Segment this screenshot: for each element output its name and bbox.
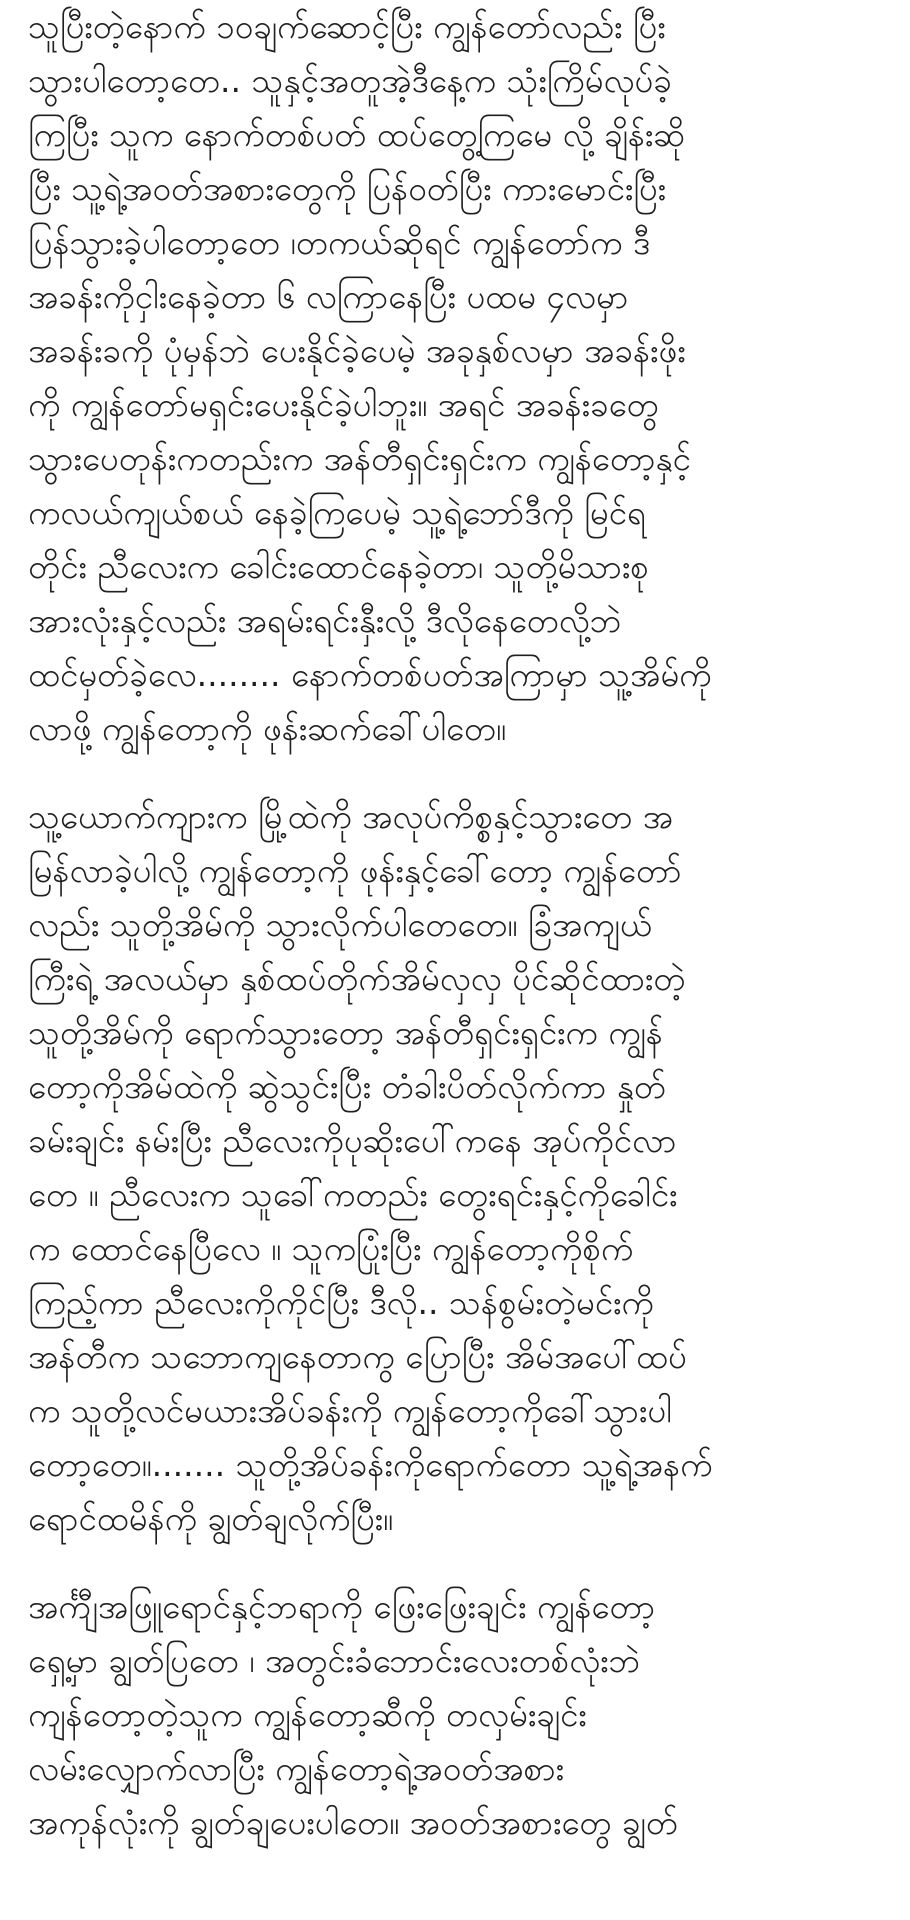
text-line: အန်တီက သဘောကျနေတာကွ ပြောပြီး အိမ်အပေါ်ထပ် xyxy=(28,1337,687,1376)
text-line: လာဖို့ ကျွန်တော့ကို ဖုန်းဆက်ခေါ်ပါတေ။ xyxy=(28,709,506,748)
text-line: ခမ်းချင်း နမ်းပြီး ညီလေးကိုပုဆိုးပေါ်ကနေ အုပ်ကိုင်လာ xyxy=(28,1121,677,1160)
text-line: မြန်လာခဲ့ပါလို့ ကျွန်တော့ကို ဖုန်းနှင့်ခေါ်တော့ ကျွန်တော် xyxy=(28,851,682,890)
text-line: သွားပေတုန်းကတည်းက အန်တီရှင်းရှင်းက ကျွန်တော့နှင့် xyxy=(28,439,691,478)
text-line: သူပြီးတဲ့နောက် ၁၀ချက်ဆောင့်ပြီး ကျွန်တော်လည်း ပြီး xyxy=(28,7,666,46)
text-line: အင်္ကျီအဖြူရောင်နှင့်ဘရာကို ဖြေးဖြေးချင်း ကျွန်တော့ xyxy=(28,1587,656,1626)
text-line: ကို ကျွန်တော်မရှင်းပေးနိုင်ခဲ့ပါဘူး။ အရင် အခန်းခတွေ xyxy=(28,385,659,424)
text-line: သူ့ယောက်ကျားက မြို့ထဲကို အလုပ်ကိစ္စနှင့်သွားတေ အ xyxy=(28,797,674,836)
text-line: သူတို့အိမ်ကို ရောက်သွားတော့ အန်တီရှင်းရှင်းက ကျွန် xyxy=(28,1013,663,1052)
text-line: အခန်းကိုငှါးနေခဲ့တာ ၆ လကြာနေပြီး ပထမ ၄လမှာ xyxy=(28,277,629,316)
text-line: က သူတို့လင်မယားအိပ်ခန်းကို ကျွန်တော့ကိုခေါ်သွားပါ xyxy=(28,1391,672,1430)
paragraph-3 xyxy=(28,1580,898,1850)
text-line: လည်း သူတို့အိမ်ကို သွားလိုက်ပါတေတေ။ ခြံအကျယ် xyxy=(28,905,652,944)
text-line: ပြန်သွားခဲ့ပါတော့တေ ၊တကယ်ဆိုရင် ကျွန်တော်က ဒီ xyxy=(28,223,651,262)
text-line: အခန်းခကို ပုံမှန်ဘဲ ပေးနိုင်ခဲ့ပေမဲ့ အခုနှစ်လမှာ အခန်းဖိုး xyxy=(28,331,686,370)
text-line: ကြပြီး သူက နောက်တစ်ပတ် ထပ်တွေ့ကြမေ လို့ ချိန်းဆို xyxy=(28,115,686,154)
text-line: ရောင်ထမိန်ကို ချွတ်ချလိုက်ပြီး။ xyxy=(28,1499,394,1538)
text-line: ကလယ်ကျယ်စယ် နေခဲ့ကြပေမဲ့ သူ့ရဲ့ဘော်ဒီကို မြင်ရ xyxy=(28,493,646,532)
text-line: သွားပါတော့တေ.. သူနှင့်အတူအဲ့ဒီနေ့က သုံးကြိမ်လုပ်ခဲ့ xyxy=(28,61,672,100)
text-line: လမ်းလျှောက်လာပြီး ကျွန်တော့ရဲ့အဝတ်အစား xyxy=(28,1749,565,1788)
paragraph-1 xyxy=(28,0,898,756)
paragraph-spacer xyxy=(28,1546,898,1580)
text-line: ကြည့်ကာ ညီလေးကိုကိုင်ပြီး ဒီလို.. သန်စွမ်းတဲ့မင်းကို xyxy=(28,1283,654,1322)
text-line: တေ ။ ညီလေးက သူခေါ်ကတည်း တွေးရင်းနှင့်ကိုခေါင်း xyxy=(28,1175,678,1214)
text-line: ရှေ့မှာ ချွတ်ပြတေ ၊ အတွင်းခံဘောင်းလေးတစ်လုံးဘဲ xyxy=(28,1641,641,1680)
text-line: က ထောင်နေပြီလေ ။ သူကပြုံးပြီး ကျွန်တော့ကိုစိုက် xyxy=(28,1229,634,1268)
text-line: တိုင်း ညီလေးက ခေါင်းထောင်နေခဲ့တာ၊ သူတို့မိသားစု xyxy=(28,547,649,586)
text-line: ထင်မှတ်ခဲ့လေ........ နောက်တစ်ပတ်အကြာမှာ သူ့အိမ်ကို xyxy=(28,655,712,694)
text-line: ကြီးရဲ့ အလယ်မှာ နှစ်ထပ်တိုက်အိမ်လှလှ ပိုင်ဆိုင်ထားတဲ့ xyxy=(28,959,686,998)
text-line: အကုန်လုံးကို ချွတ်ချပေးပါတေ။ အဝတ်အစားတွေ ချွတ် xyxy=(28,1803,678,1842)
text-line: ပြီး သူ့ရဲ့အဝတ်အစားတွေကို ပြန်ဝတ်ပြီး ကားမောင်းပြီး xyxy=(28,169,667,208)
text-line: တော့ကိုအိမ်ထဲကို ဆွဲသွင်းပြီး တံခါးပိတ်လိုက်ကာ နှုတ် xyxy=(28,1067,666,1106)
paragraph-spacer xyxy=(28,756,898,790)
text-line: အားလုံးနှင့်လည်း အရမ်းရင်းနှီးလို့ ဒီလိုနေတေလို့ဘဲ xyxy=(28,601,622,640)
text-line: ကျန်တော့တဲ့သူက ကျွန်တော့ဆီကို တလှမ်းချင်း xyxy=(28,1695,587,1734)
paragraph-2 xyxy=(28,790,898,1546)
article-body xyxy=(28,0,898,1850)
text-line: တော့တေ။....... သူတို့အိပ်ခန်းကိုရောက်တော သူ့ရဲ့အနက် xyxy=(28,1445,713,1484)
